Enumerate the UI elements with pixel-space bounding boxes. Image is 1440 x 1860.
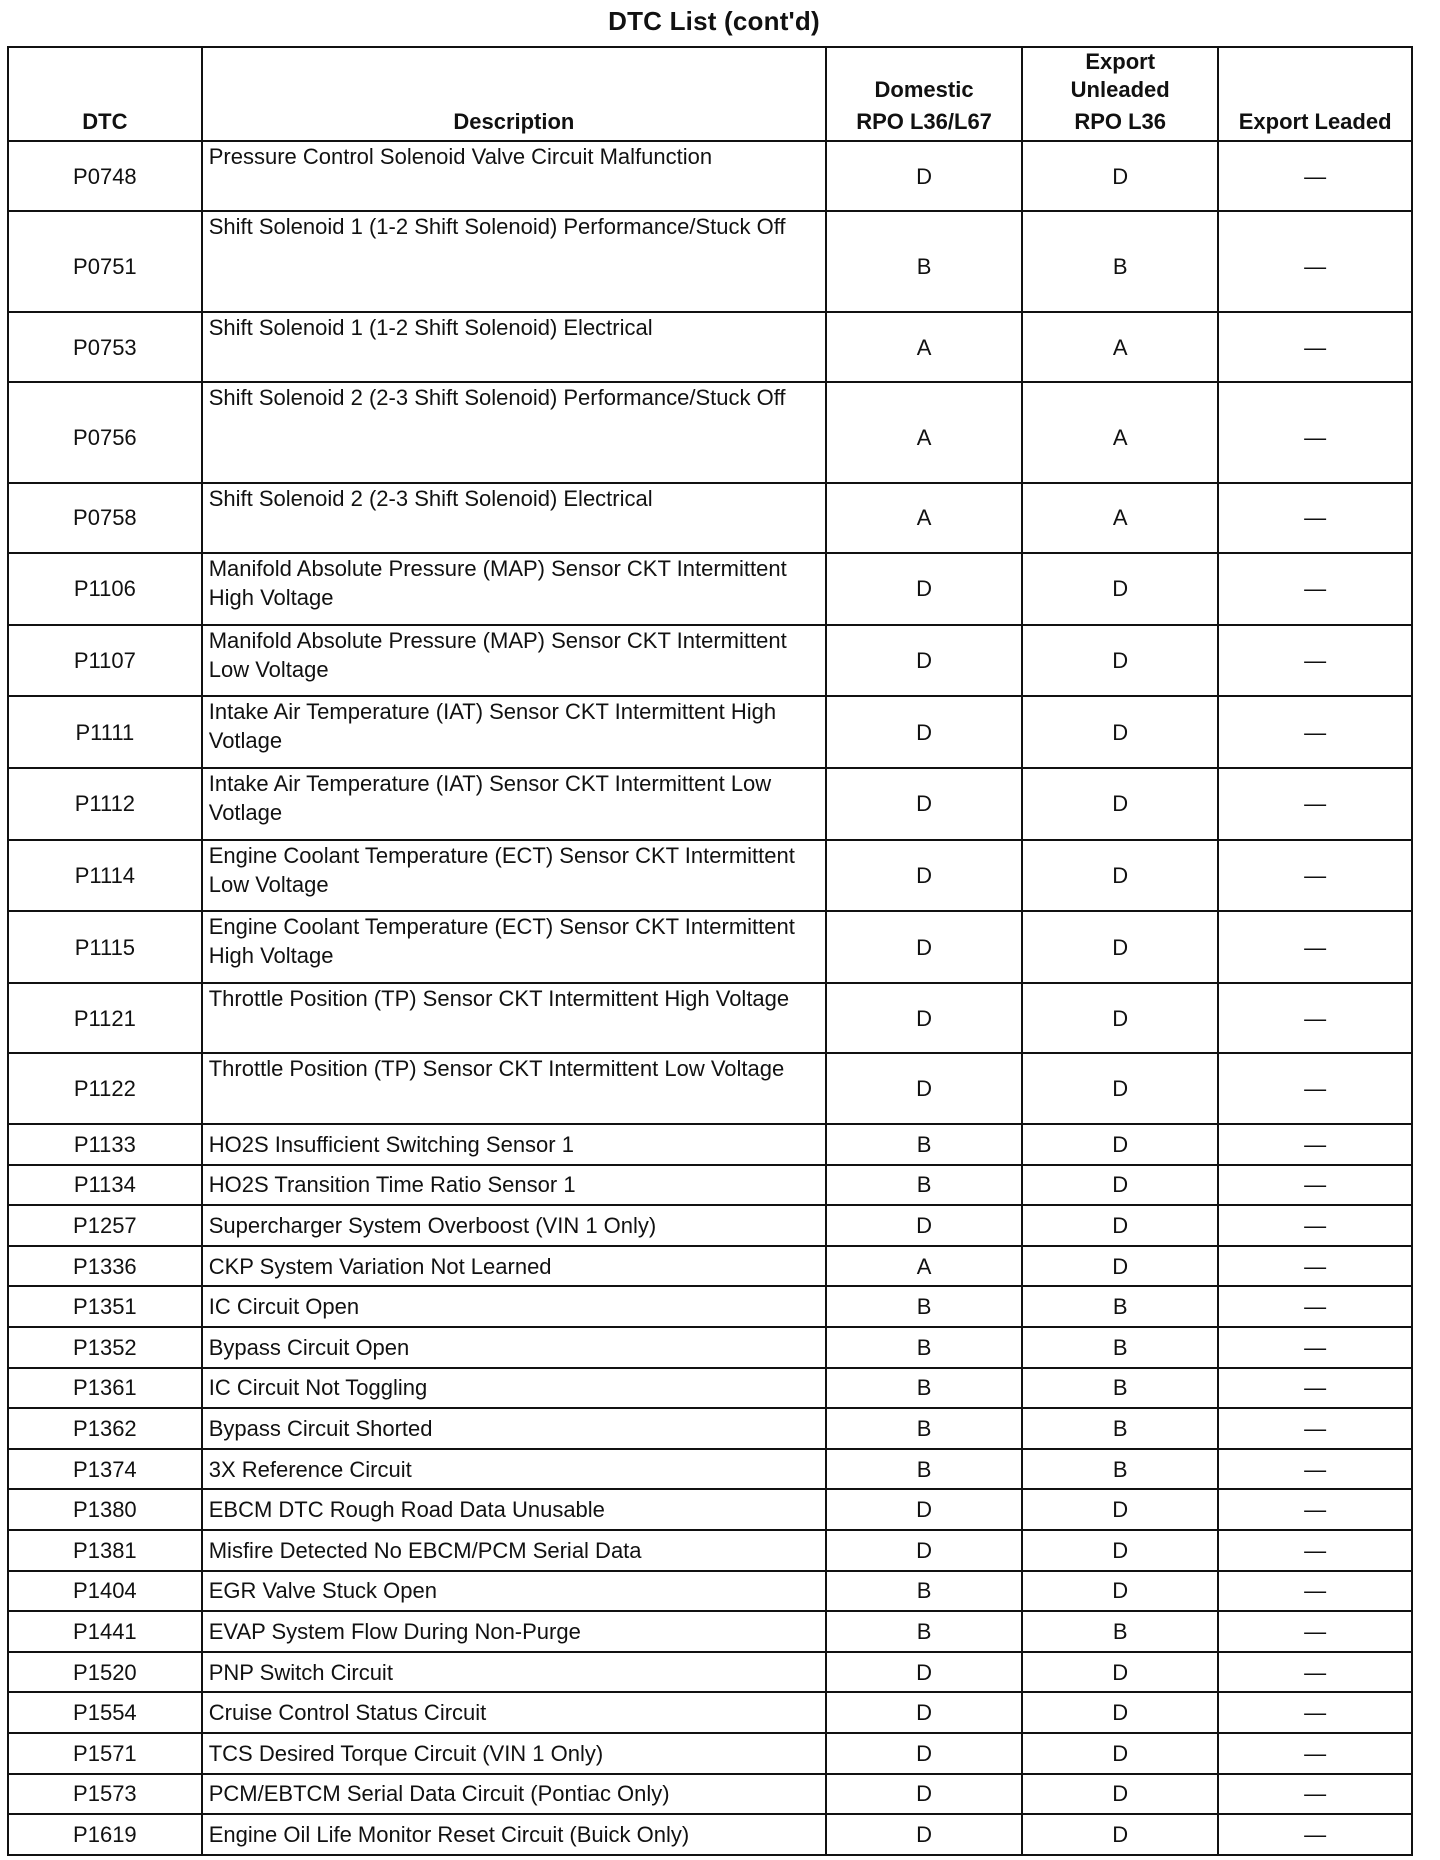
table-row <box>8 625 1412 697</box>
export-leaded-cell: — <box>1218 1246 1412 1287</box>
export-leaded-cell: — <box>1218 983 1412 1053</box>
export-leaded-cell: — <box>1218 1814 1412 1855</box>
export-unleaded-cell: D <box>1022 1733 1218 1774</box>
col-header-export-unleaded <box>1022 47 1218 141</box>
domestic-cell: D <box>826 768 1022 840</box>
export-unleaded-cell: B <box>1022 1408 1218 1449</box>
table-row <box>8 1165 1412 1206</box>
domestic-cell: B <box>826 1368 1022 1409</box>
export-leaded-cell: — <box>1218 1733 1412 1774</box>
domestic-cell: D <box>826 1053 1022 1123</box>
col-header-export-unleaded-line1: Export <box>1085 49 1156 74</box>
dtc-code-cell: P1111 <box>8 696 202 768</box>
dtc-code-cell: P1115 <box>8 911 202 983</box>
domestic-cell: D <box>826 840 1022 912</box>
table-row <box>8 1530 1412 1571</box>
table-row <box>8 211 1412 311</box>
export-leaded-cell: — <box>1218 1053 1412 1123</box>
dtc-code-cell: P1362 <box>8 1408 202 1449</box>
description-cell: EVAP System Flow During Non-Purge <box>202 1611 826 1652</box>
export-leaded-cell: — <box>1218 911 1412 983</box>
description-cell: Intake Air Temperature (IAT) Sensor CKT Intermittent Low Votlage <box>202 768 826 840</box>
description-cell: Bypass Circuit Open <box>202 1327 826 1368</box>
domestic-cell: B <box>826 1571 1022 1612</box>
table-row <box>8 1774 1412 1815</box>
export-leaded-cell: — <box>1218 211 1412 311</box>
export-unleaded-cell: D <box>1022 1246 1218 1287</box>
domestic-cell: B <box>826 1286 1022 1327</box>
dtc-code-cell: P1106 <box>8 553 202 625</box>
domestic-cell: D <box>826 983 1022 1053</box>
description-cell: Supercharger System Overboost (VIN 1 Only) <box>202 1205 826 1246</box>
table-row <box>8 1571 1412 1612</box>
table-row <box>8 553 1412 625</box>
export-leaded-cell: — <box>1218 1205 1412 1246</box>
table-row <box>8 696 1412 768</box>
dtc-code-cell: P1351 <box>8 1286 202 1327</box>
dtc-code-cell: P1112 <box>8 768 202 840</box>
export-unleaded-cell: B <box>1022 1286 1218 1327</box>
export-leaded-cell: — <box>1218 840 1412 912</box>
dtc-code-cell: P1122 <box>8 1053 202 1123</box>
dtc-code-cell: P1380 <box>8 1489 202 1530</box>
dtc-code-cell: P1571 <box>8 1733 202 1774</box>
export-unleaded-cell: D <box>1022 840 1218 912</box>
export-leaded-cell: — <box>1218 1449 1412 1490</box>
export-leaded-cell: — <box>1218 1774 1412 1815</box>
dtc-code-cell: P1133 <box>8 1124 202 1165</box>
col-header-description: Description <box>202 47 826 141</box>
export-leaded-cell: — <box>1218 1327 1412 1368</box>
col-header-export-unleaded-line2: Unleaded <box>1070 77 1170 102</box>
domestic-cell: D <box>826 1652 1022 1693</box>
description-cell: IC Circuit Not Toggling <box>202 1368 826 1409</box>
table-row <box>8 1733 1412 1774</box>
table-row <box>8 1286 1412 1327</box>
description-cell: Shift Solenoid 2 (2-3 Shift Solenoid) Electrical <box>202 483 826 553</box>
export-unleaded-cell: D <box>1022 983 1218 1053</box>
table-row <box>8 1246 1412 1287</box>
export-unleaded-cell: B <box>1022 211 1218 311</box>
domestic-cell: B <box>826 1165 1022 1206</box>
dtc-code-cell: P1381 <box>8 1530 202 1571</box>
domestic-cell: B <box>826 211 1022 311</box>
page-title: DTC List (cont'd) <box>608 6 820 36</box>
export-unleaded-cell: D <box>1022 1530 1218 1571</box>
export-leaded-cell: — <box>1218 1652 1412 1693</box>
export-leaded-cell: — <box>1218 1530 1412 1571</box>
domestic-cell: D <box>826 553 1022 625</box>
domestic-cell: A <box>826 382 1022 482</box>
description-cell: Engine Coolant Temperature (ECT) Sensor CKT Intermittent Low Voltage <box>202 840 826 912</box>
table-row <box>8 1408 1412 1449</box>
header-row <box>8 47 1412 141</box>
export-unleaded-cell: D <box>1022 768 1218 840</box>
table-row <box>8 1489 1412 1530</box>
export-leaded-cell: — <box>1218 382 1412 482</box>
export-unleaded-cell: D <box>1022 1692 1218 1733</box>
table-row <box>8 1692 1412 1733</box>
domestic-cell: D <box>826 1205 1022 1246</box>
export-leaded-cell: — <box>1218 1286 1412 1327</box>
table-row <box>8 840 1412 912</box>
domestic-cell: D <box>826 1692 1022 1733</box>
description-cell: Misfire Detected No EBCM/PCM Serial Data <box>202 1530 826 1571</box>
table-row <box>8 1368 1412 1409</box>
description-cell: EGR Valve Stuck Open <box>202 1571 826 1612</box>
table-row <box>8 1205 1412 1246</box>
dtc-code-cell: P1404 <box>8 1571 202 1612</box>
domestic-cell: B <box>826 1124 1022 1165</box>
domestic-cell: D <box>826 1489 1022 1530</box>
table-row <box>8 1449 1412 1490</box>
dtc-code-cell: P1121 <box>8 983 202 1053</box>
export-unleaded-cell: D <box>1022 1774 1218 1815</box>
description-cell: 3X Reference Circuit <box>202 1449 826 1490</box>
export-leaded-cell: — <box>1218 141 1412 211</box>
domestic-cell: B <box>826 1611 1022 1652</box>
dtc-code-cell: P1374 <box>8 1449 202 1490</box>
export-unleaded-cell: B <box>1022 1327 1218 1368</box>
export-unleaded-cell: D <box>1022 625 1218 697</box>
export-unleaded-cell: B <box>1022 1611 1218 1652</box>
col-header-export-unleaded-line3: RPO L36 <box>1074 109 1167 134</box>
table-row <box>8 1053 1412 1123</box>
domestic-cell: D <box>826 1733 1022 1774</box>
domestic-cell: D <box>826 696 1022 768</box>
export-unleaded-cell: D <box>1022 1571 1218 1612</box>
export-unleaded-cell: A <box>1022 312 1218 382</box>
dtc-code-cell: P0753 <box>8 312 202 382</box>
domestic-cell: B <box>826 1327 1022 1368</box>
table-row <box>8 1814 1412 1855</box>
description-cell: Engine Coolant Temperature (ECT) Sensor CKT Intermittent High Voltage <box>202 911 826 983</box>
description-cell: EBCM DTC Rough Road Data Unusable <box>202 1489 826 1530</box>
export-unleaded-cell: D <box>1022 1124 1218 1165</box>
export-unleaded-cell: A <box>1022 382 1218 482</box>
domestic-cell: A <box>826 312 1022 382</box>
col-header-domestic <box>826 47 1022 141</box>
description-cell: Manifold Absolute Pressure (MAP) Sensor CKT Intermittent Low Voltage <box>202 625 826 697</box>
export-leaded-cell: — <box>1218 1408 1412 1449</box>
export-leaded-cell: — <box>1218 1165 1412 1206</box>
description-cell: PNP Switch Circuit <box>202 1652 826 1693</box>
export-leaded-cell: — <box>1218 1489 1412 1530</box>
domestic-cell: D <box>826 911 1022 983</box>
export-unleaded-cell: B <box>1022 1368 1218 1409</box>
export-unleaded-cell: D <box>1022 1053 1218 1123</box>
domestic-cell: D <box>826 1774 1022 1815</box>
description-cell: Throttle Position (TP) Sensor CKT Intermittent High Voltage <box>202 983 826 1053</box>
description-cell: Shift Solenoid 2 (2-3 Shift Solenoid) Performance/Stuck Off <box>202 382 826 482</box>
export-unleaded-cell: D <box>1022 911 1218 983</box>
dtc-table <box>7 46 1413 1856</box>
dtc-code-cell: P0756 <box>8 382 202 482</box>
dtc-code-cell: P1441 <box>8 1611 202 1652</box>
domestic-cell: D <box>826 1530 1022 1571</box>
export-unleaded-cell: A <box>1022 483 1218 553</box>
dtc-code-cell: P1573 <box>8 1774 202 1815</box>
description-cell: Engine Oil Life Monitor Reset Circuit (Buick Only) <box>202 1814 826 1855</box>
dtc-code-cell: P1361 <box>8 1368 202 1409</box>
export-unleaded-cell: D <box>1022 1489 1218 1530</box>
description-cell: IC Circuit Open <box>202 1286 826 1327</box>
table-row <box>8 1652 1412 1693</box>
table-row <box>8 382 1412 482</box>
export-unleaded-cell: D <box>1022 553 1218 625</box>
export-leaded-cell: — <box>1218 768 1412 840</box>
export-leaded-cell: — <box>1218 1692 1412 1733</box>
export-unleaded-cell: B <box>1022 1449 1218 1490</box>
col-header-dtc: DTC <box>8 47 202 141</box>
table-row <box>8 911 1412 983</box>
dtc-code-cell: P1134 <box>8 1165 202 1206</box>
table-row <box>8 141 1412 211</box>
domestic-cell: B <box>826 1408 1022 1449</box>
export-unleaded-cell: D <box>1022 1652 1218 1693</box>
export-leaded-cell: — <box>1218 1611 1412 1652</box>
dtc-code-cell: P1352 <box>8 1327 202 1368</box>
domestic-cell: B <box>826 1449 1022 1490</box>
dtc-code-cell: P1520 <box>8 1652 202 1693</box>
col-header-export-leaded: Export Leaded <box>1218 47 1412 141</box>
table-row <box>8 1327 1412 1368</box>
dtc-code-cell: P1107 <box>8 625 202 697</box>
export-leaded-cell: — <box>1218 696 1412 768</box>
table-row <box>8 483 1412 553</box>
description-cell: TCS Desired Torque Circuit (VIN 1 Only) <box>202 1733 826 1774</box>
description-cell: Intake Air Temperature (IAT) Sensor CKT Intermittent High Votlage <box>202 696 826 768</box>
dtc-code-cell: P1336 <box>8 1246 202 1287</box>
description-cell: Manifold Absolute Pressure (MAP) Sensor CKT Intermittent High Voltage <box>202 553 826 625</box>
col-header-domestic-line1: Domestic <box>874 77 974 102</box>
domestic-cell: A <box>826 1246 1022 1287</box>
description-cell: Shift Solenoid 1 (1-2 Shift Solenoid) Electrical <box>202 312 826 382</box>
export-leaded-cell: — <box>1218 1368 1412 1409</box>
description-cell: PCM/EBTCM Serial Data Circuit (Pontiac Only) <box>202 1774 826 1815</box>
domestic-cell: A <box>826 483 1022 553</box>
export-unleaded-cell: D <box>1022 696 1218 768</box>
export-leaded-cell: — <box>1218 1124 1412 1165</box>
description-cell: Cruise Control Status Circuit <box>202 1692 826 1733</box>
export-unleaded-cell: D <box>1022 1205 1218 1246</box>
description-cell: Throttle Position (TP) Sensor CKT Intermittent Low Voltage <box>202 1053 826 1123</box>
description-cell: Bypass Circuit Shorted <box>202 1408 826 1449</box>
table-row <box>8 1124 1412 1165</box>
domestic-cell: D <box>826 625 1022 697</box>
table-row <box>8 768 1412 840</box>
col-header-domestic-line2: RPO L36/L67 <box>856 109 992 134</box>
export-leaded-cell: — <box>1218 312 1412 382</box>
export-leaded-cell: — <box>1218 625 1412 697</box>
dtc-code-cell: P0758 <box>8 483 202 553</box>
dtc-code-cell: P1619 <box>8 1814 202 1855</box>
table-row <box>8 312 1412 382</box>
description-cell: CKP System Variation Not Learned <box>202 1246 826 1287</box>
description-cell: HO2S Insufficient Switching Sensor 1 <box>202 1124 826 1165</box>
export-leaded-cell: — <box>1218 1571 1412 1612</box>
export-unleaded-cell: D <box>1022 141 1218 211</box>
dtc-code-cell: P1257 <box>8 1205 202 1246</box>
dtc-code-cell: P0751 <box>8 211 202 311</box>
export-unleaded-cell: D <box>1022 1814 1218 1855</box>
export-unleaded-cell: D <box>1022 1165 1218 1206</box>
export-leaded-cell: — <box>1218 483 1412 553</box>
table-row <box>8 983 1412 1053</box>
dtc-table-body <box>8 141 1412 1855</box>
description-cell: Pressure Control Solenoid Valve Circuit Malfunction <box>202 141 826 211</box>
dtc-code-cell: P1554 <box>8 1692 202 1733</box>
dtc-code-cell: P1114 <box>8 840 202 912</box>
dtc-code-cell: P0748 <box>8 141 202 211</box>
description-cell: Shift Solenoid 1 (1-2 Shift Solenoid) Performance/Stuck Off <box>202 211 826 311</box>
table-row <box>8 1611 1412 1652</box>
export-leaded-cell: — <box>1218 553 1412 625</box>
domestic-cell: D <box>826 1814 1022 1855</box>
description-cell: HO2S Transition Time Ratio Sensor 1 <box>202 1165 826 1206</box>
domestic-cell: D <box>826 141 1022 211</box>
